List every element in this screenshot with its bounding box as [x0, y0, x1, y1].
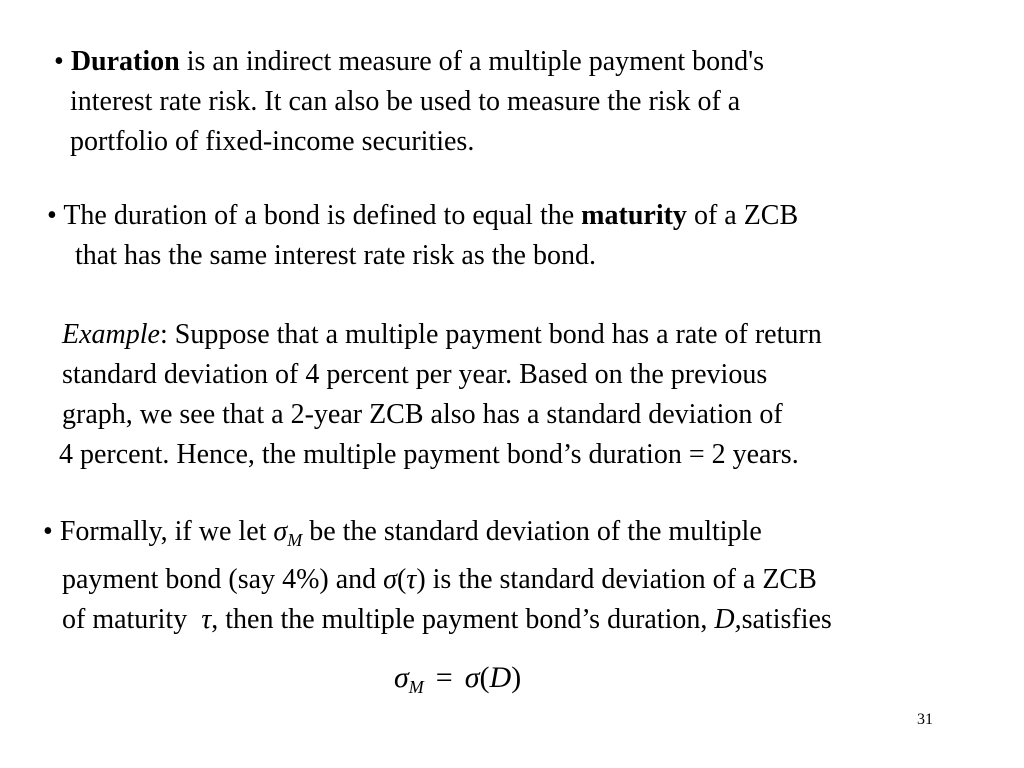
- page-number: 31: [917, 711, 933, 728]
- text-line: standard deviation of 4 percent per year. Based on the previous: [62, 359, 768, 390]
- bullet: •: [47, 200, 57, 231]
- text-segment: : Suppose that a multiple payment bond has a rate of return: [159, 319, 822, 350]
- bullet: •: [54, 46, 64, 77]
- text-segment: , then the multiple payment bond’s duration,: [211, 604, 708, 635]
- text-line: 4 percent. Hence, the multiple payment bond’s duration = 2 years.: [59, 439, 799, 470]
- text-line: portfolio of fixed-income securities.: [70, 126, 475, 157]
- text-line: graph, we see that a 2-year ZCB also has a standard deviation of: [62, 399, 783, 430]
- example-label: Example: [62, 319, 160, 350]
- text-segment: is an indirect measure of a multiple payment bond's: [186, 46, 765, 77]
- text-line: that has the same interest rate risk as the bond.: [75, 240, 596, 271]
- text-segment: is the standard deviation of a ZCB: [432, 564, 817, 595]
- equals-sign: =: [435, 661, 453, 694]
- bullet-duration-maturity: [47, 196, 798, 276]
- duration-symbol: D,: [714, 604, 742, 635]
- text-segment: payment bond (say 4%) and: [62, 564, 377, 595]
- text-line: [47, 196, 798, 236]
- sigma-symbol: σ: [383, 564, 397, 595]
- duration-equation: [394, 658, 521, 707]
- sigma-symbol: σ: [273, 516, 288, 547]
- term-duration: Duration: [70, 46, 180, 77]
- text-segment: of a ZCB: [693, 200, 799, 231]
- text-line: [43, 600, 832, 640]
- bullet: •: [43, 516, 53, 547]
- open-paren: (: [479, 661, 490, 694]
- tau-symbol: τ: [406, 564, 417, 595]
- text-segment: be the standard deviation of the multiple: [309, 516, 762, 547]
- text-line: [43, 512, 832, 560]
- text-line: interest rate risk. It can also be used to measure the risk of a: [70, 86, 741, 117]
- close-paren: ): [511, 661, 522, 694]
- tau-symbol: τ: [201, 604, 212, 635]
- text-segment: Formally, if we let: [59, 516, 267, 547]
- sigma-symbol: σ: [464, 661, 480, 694]
- subscript-m: M: [287, 530, 303, 550]
- text-segment: of maturity: [62, 604, 188, 635]
- text-line: [62, 315, 822, 355]
- duration-symbol: D: [489, 661, 512, 694]
- example-paragraph: [59, 315, 822, 475]
- text-line: payment bond (say 4%) and σ(τ) is the standard deviation of a ZCB: [62, 564, 817, 595]
- bullet-formal-definition: [43, 512, 832, 640]
- bullet-duration-definition: [54, 42, 764, 162]
- subscript-m: M: [408, 677, 424, 697]
- text-segment: The duration of a bond is defined to equal the: [63, 200, 575, 231]
- text-segment: satisfies: [741, 604, 832, 635]
- sigma-symbol: σ: [394, 661, 409, 694]
- text-line: [54, 42, 764, 82]
- term-maturity: maturity: [581, 200, 687, 231]
